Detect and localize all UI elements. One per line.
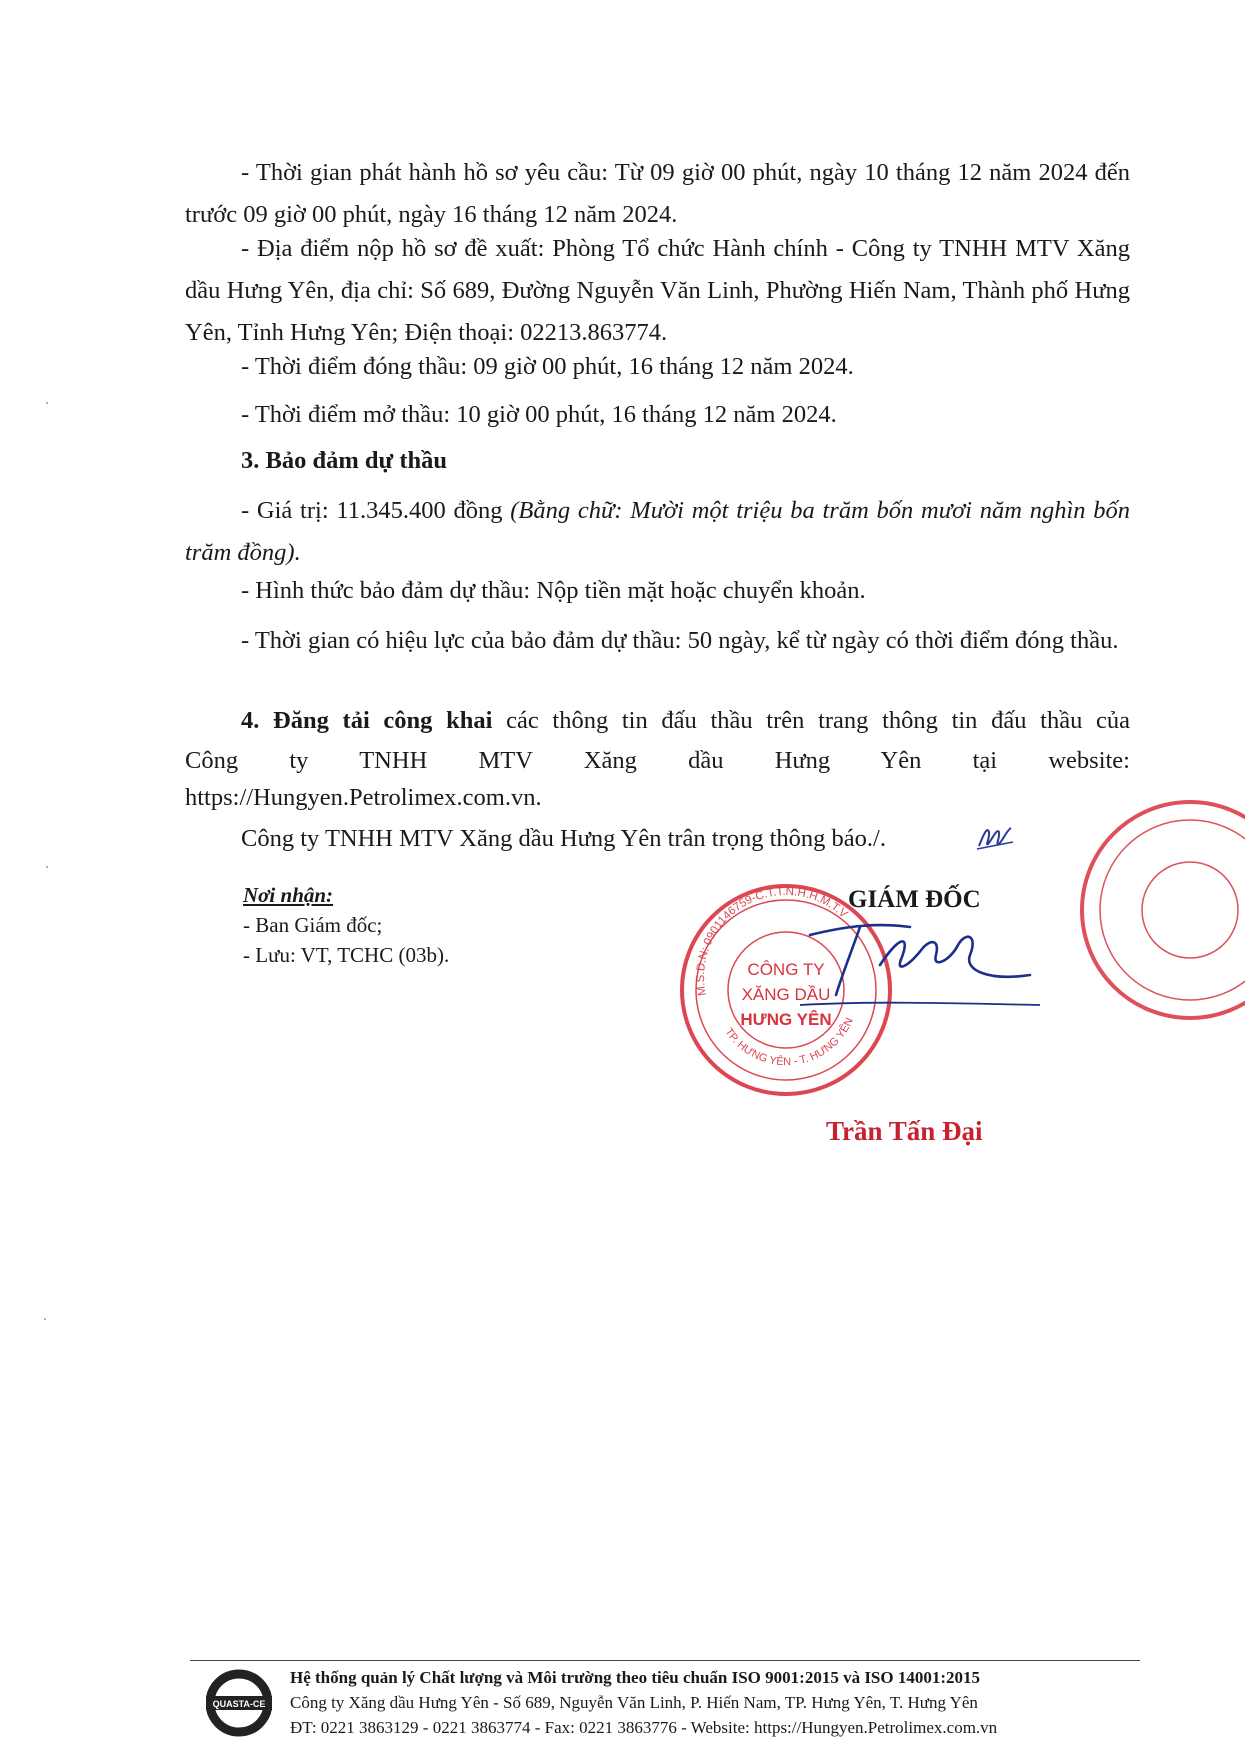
closing-time-paragraph: - Thời điểm đóng thầu: 09 giờ 00 phút, 16 tháng 12 năm 2024. (241, 353, 854, 380)
footer-divider (190, 1660, 1140, 1661)
signer-name: Trần Tấn Đại (826, 1116, 983, 1146)
publication-line-2: Công ty TNHH MTV Xăng dầu Hưng Yên tại website: (185, 747, 1130, 774)
recipient-item: - Lưu: VT, TCHC (03b). (243, 943, 450, 967)
issue-time-paragraph: - Thời gian phát hành hồ sơ yêu cầu: Từ 09 giờ 00 phút, ngày 10 tháng 12 năm 2024 đến trước 09 giờ 00 phút, ngày 16 tháng 12 năm 2024. (185, 159, 1130, 228)
footer-contact-line: ĐT: 0221 3863129 - 0221 3863774 - Fax: 0221 3863776 - Website: https://Hungyen.Petrolimex.com.vn (290, 1718, 998, 1737)
seal-bottom-text: TP. HƯNG YÊN - T. HƯNG YÊN (722, 1015, 856, 1069)
publication-line-1: 4. Đăng tải công khai các thông tin đấu thầu trên trang thông tin đấu thầu của (241, 707, 1130, 734)
scan-speck (44, 1318, 46, 1320)
svg-text:QUASTA-CE: QUASTA-CE (212, 1699, 266, 1709)
handwritten-signature-icon (790, 905, 1050, 1025)
opening-time-paragraph: - Thời điểm mở thầu: 10 giờ 00 phút, 16 tháng 12 năm 2024. (241, 401, 837, 428)
partial-stamp-icon (1060, 790, 1245, 1030)
guarantee-validity-paragraph: - Thời gian có hiệu lực của bảo đảm dự thầu: 50 ngày, kể từ ngày có thời điểm đóng thầu. (241, 627, 1119, 654)
scan-speck (46, 866, 48, 868)
signer-title: GIÁM ĐỐC (848, 886, 981, 913)
initial-signature-icon (975, 822, 1015, 852)
recipients-title: Nơi nhận: (243, 883, 334, 907)
closing-statement: Công ty TNHH MTV Xăng dầu Hưng Yên trân trọng thông báo./. (241, 825, 886, 852)
footer-address-line: Công ty Xăng dầu Hưng Yên - Số 689, Nguyễn Văn Linh, P. Hiến Nam, TP. Hưng Yên, T. Hưng Yên (290, 1693, 978, 1712)
scan-speck (46, 402, 48, 404)
seal-line-3: HƯNG YÊN (740, 1010, 832, 1029)
section4-heading: 4. Đăng tải công khai (241, 707, 493, 734)
recipient-item: - Ban Giám đốc; (243, 913, 383, 937)
guarantee-value-words: (Bằng chữ: Mười một triệu ba trăm bốn mươi năm nghìn bốn trăm đồng). (185, 497, 1131, 566)
seal-line-1: CÔNG TY (747, 960, 825, 979)
publication-website: https://Hungyen.Petrolimex.com.vn. (185, 784, 542, 811)
section3-heading: 3. Bảo đảm dự thầu (241, 447, 447, 474)
seal-line-2: XĂNG DẦU (741, 985, 831, 1004)
footer-iso-line: Hệ thống quản lý Chất lượng và Môi trường theo tiêu chuẩn ISO 9001:2015 và ISO 14001:2015 (290, 1668, 981, 1687)
location-paragraph: - Địa điểm nộp hồ sơ đề xuất: Phòng Tổ chức Hành chính - Công ty TNHH MTV Xăng dầu Hưng Yên, địa chỉ: Số 689, Đường Nguyễn Văn Linh, Phường Hiến Nam, Thành phố Hưng Yên, Tỉnh Hưng Yên; Điện thoại: 02213.863774. (185, 235, 1130, 346)
recipients-block (243, 880, 449, 970)
seal-ring-text: M.S.D.N: 0901146759-C.T.T.N.H.H.M.T.V (694, 885, 850, 997)
guarantee-value-paragraph (185, 490, 1130, 574)
guarantee-form-paragraph: - Hình thức bảo đảm dự thầu: Nộp tiền mặt hoặc chuyển khoản. (241, 577, 866, 604)
guarantee-value: - Giá trị: 11.345.400 đồng (241, 497, 511, 524)
footer-text (290, 1665, 1150, 1740)
quasta-logo-icon (206, 1668, 272, 1738)
